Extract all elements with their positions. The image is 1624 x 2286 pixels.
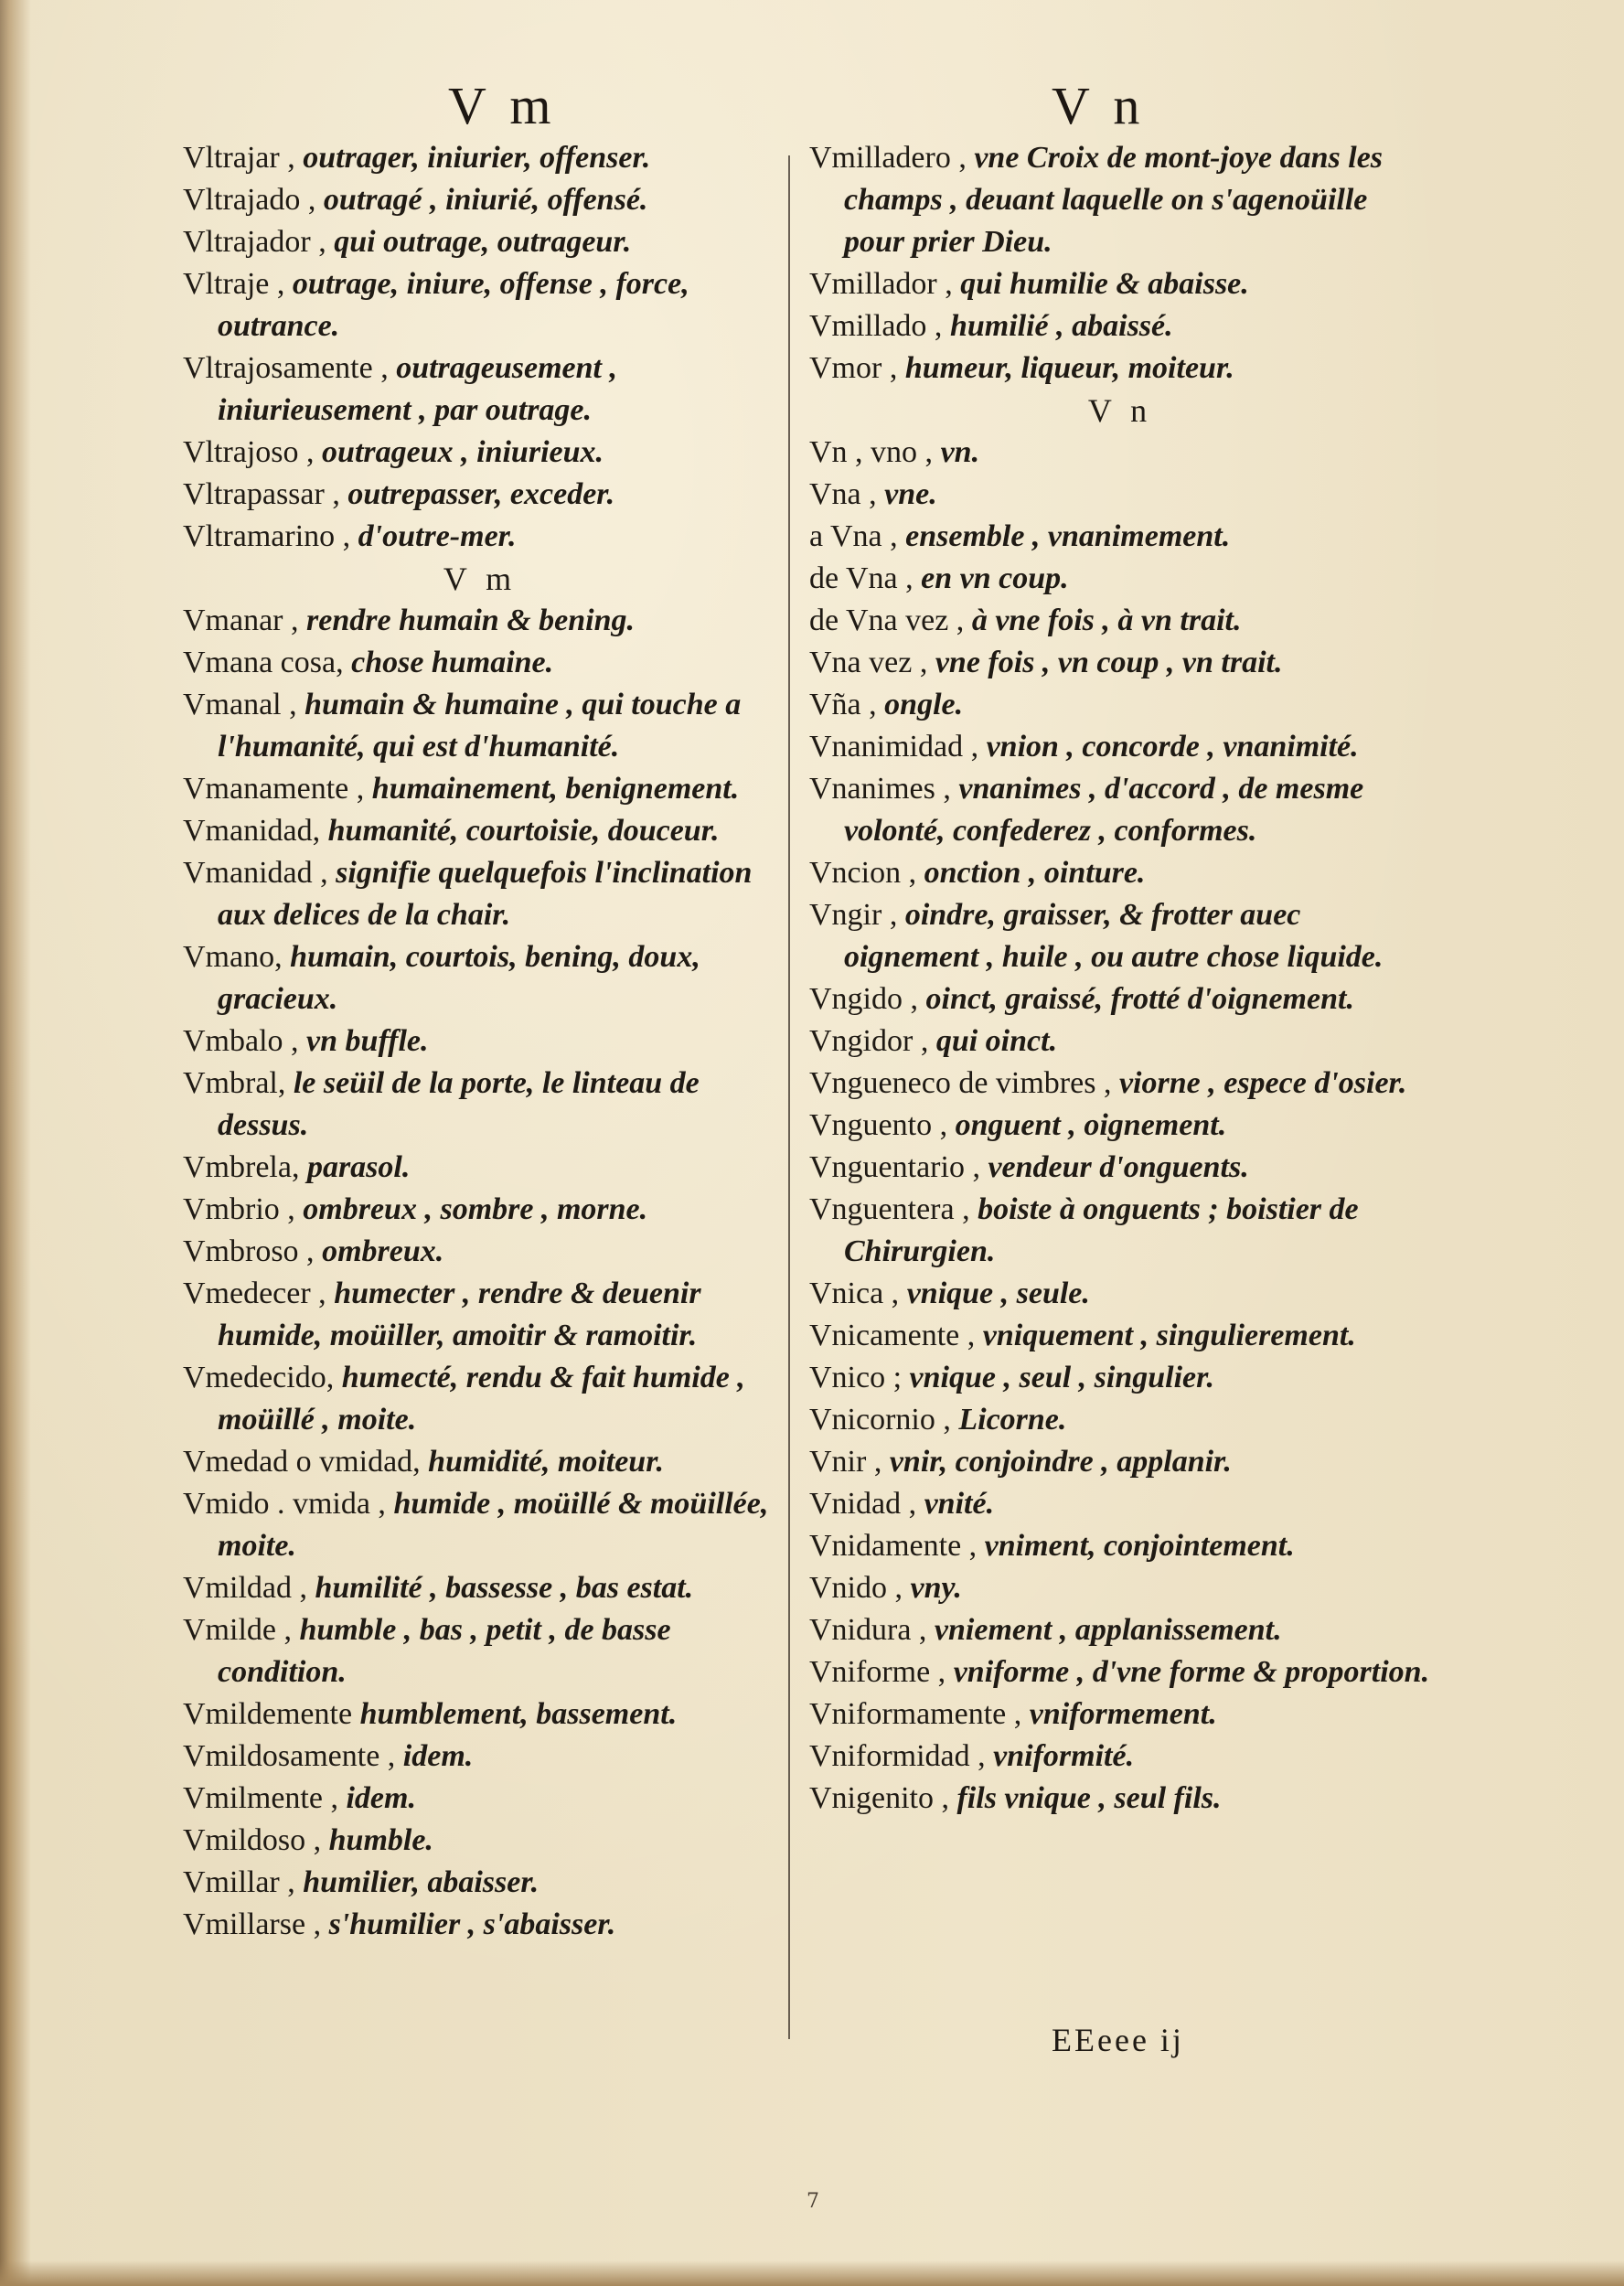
entry-headword: Vmanidad ,	[183, 856, 328, 890]
entry-headword: de Vna vez ,	[809, 604, 965, 637]
entry-headword: a Vna ,	[809, 519, 898, 553]
entry-definition: outrepasser, exceder.	[347, 477, 615, 511]
dictionary-entry	[183, 852, 777, 936]
entry-definition: vnion , concorde , vnanimité.	[986, 730, 1359, 764]
dictionary-entry	[183, 1063, 777, 1147]
dictionary-entry	[183, 347, 777, 432]
entry-definition: humainement, benignement.	[371, 772, 740, 806]
dictionary-entry	[183, 936, 777, 1020]
entry-definition: humilier, abaisser.	[303, 1865, 540, 1899]
section-heading: V m	[443, 561, 518, 597]
entry-headword: Vña ,	[809, 688, 877, 721]
dictionary-entry	[183, 1820, 777, 1862]
dictionary-entry	[183, 810, 777, 852]
entry-definition: vniforme , d'vne forme & proportion.	[953, 1655, 1430, 1689]
dictionary-entry	[809, 1105, 1431, 1147]
entry-headword: Vnanimes ,	[809, 772, 951, 806]
entry-definition: signifie quelquefois l'inclination aux delices de la chair.	[218, 856, 753, 932]
dictionary-entry	[809, 1399, 1431, 1441]
entry-headword: Vnicamente ,	[809, 1319, 976, 1352]
dictionary-entry	[183, 179, 777, 221]
section-heading: V n	[1087, 392, 1153, 429]
page-edge-shadow	[0, 2260, 1624, 2286]
entry-headword: Vniformamente ,	[809, 1697, 1022, 1731]
entry-headword: Vnidura ,	[809, 1613, 927, 1647]
entry-definition: humecter , rendre & deuenir humide, moüiller, amoitir & ramoitir.	[218, 1277, 701, 1352]
dictionary-entry	[183, 221, 777, 263]
entry-headword: Vngueneco de vimbres ,	[809, 1066, 1112, 1100]
entry-headword: Vnguento ,	[809, 1108, 948, 1142]
entry-headword: Vncion ,	[809, 856, 917, 890]
dictionary-entry	[809, 600, 1431, 642]
entry-definition: humeur, liqueur, moiteur.	[904, 351, 1234, 385]
entry-definition: vendeur d'onguents.	[988, 1150, 1249, 1184]
dictionary-entry	[183, 768, 777, 810]
dictionary-entry	[183, 1357, 777, 1441]
right-running-header: V n	[1052, 76, 1146, 135]
dictionary-entry	[809, 1609, 1431, 1651]
entry-headword: Vmanamente ,	[183, 772, 365, 806]
entry-headword: Vmbrela,	[183, 1150, 300, 1184]
entry-headword: Vltrajado ,	[183, 183, 316, 217]
entry-definition: humble , bas , petit , de basse condition.	[218, 1613, 671, 1689]
entry-definition: humain & humaine , qui touche a l'humanité, qui est d'humanité.	[218, 688, 742, 764]
entry-definition: vn.	[940, 435, 980, 469]
dictionary-entry	[809, 726, 1431, 768]
entry-headword: Vmillador ,	[809, 267, 953, 301]
entry-headword: Vnico ;	[809, 1361, 903, 1394]
dictionary-entry	[809, 347, 1431, 390]
dictionary-entry	[183, 474, 777, 516]
left-column	[183, 137, 777, 1946]
entry-headword: Vmido . vmida ,	[183, 1487, 386, 1521]
entry-definition: Licorne.	[958, 1403, 1067, 1437]
dictionary-entry	[183, 1609, 777, 1693]
dictionary-entry	[183, 263, 777, 347]
dictionary-entry	[183, 1778, 777, 1820]
entry-definition: vne Croix de mont-joye dans les champs , deuant laquelle on s'agenoüille pour prier Dieu.	[844, 141, 1384, 259]
dictionary-entry	[183, 1904, 777, 1946]
entry-definition: vnique , seule.	[906, 1277, 1090, 1310]
dictionary-entry	[809, 1020, 1431, 1063]
entry-definition: idem.	[346, 1781, 416, 1815]
entry-definition: ongle.	[884, 688, 964, 721]
entry-headword: Vmbalo ,	[183, 1024, 299, 1058]
entry-definition: vn buffle.	[306, 1024, 429, 1058]
dictionary-entry	[809, 1063, 1431, 1105]
entry-definition: idem.	[402, 1739, 474, 1773]
dictionary-entry	[183, 1736, 777, 1778]
entry-headword: Vltrajar ,	[183, 141, 295, 175]
entry-definition: vniment, conjointement.	[984, 1529, 1295, 1563]
entry-definition: humblement, bassement.	[359, 1697, 678, 1731]
entry-headword: Vna vez ,	[809, 646, 928, 679]
dictionary-entry	[809, 516, 1431, 558]
dictionary-entry	[183, 1693, 777, 1736]
entry-headword: Vltrajoso ,	[183, 435, 315, 469]
page-mark: 7	[807, 2190, 819, 2213]
entry-headword: Vnidad ,	[809, 1487, 917, 1521]
dictionary-entry	[809, 1315, 1431, 1357]
entry-definition: ensemble , vnanimement.	[905, 519, 1231, 553]
entry-headword: Vmillado ,	[809, 309, 943, 343]
entry-definition: onguent , oignement.	[955, 1108, 1227, 1142]
entry-headword: Vngido ,	[809, 982, 918, 1016]
column-divider	[788, 155, 790, 2039]
entry-definition: humain, courtois, bening, doux, gracieux.	[218, 940, 700, 1016]
dictionary-entry	[183, 1231, 777, 1273]
entry-definition: parasol.	[306, 1150, 411, 1184]
dictionary-entry	[809, 894, 1431, 978]
entry-definition: rendre humain & bening.	[306, 604, 635, 637]
dictionary-entry	[809, 1189, 1431, 1273]
entry-headword: Vmanal ,	[183, 688, 297, 721]
entry-definition: s'humilier , s'abaisser.	[328, 1907, 616, 1941]
entry-headword: Vmanidad,	[183, 814, 321, 848]
entry-headword: Vnidamente ,	[809, 1529, 978, 1563]
dictionary-entry	[183, 642, 777, 684]
dictionary-entry	[809, 1147, 1431, 1189]
dictionary-entry	[183, 600, 777, 642]
dictionary-entry	[809, 642, 1431, 684]
entry-headword: Vmilde ,	[183, 1613, 292, 1647]
dictionary-entry	[183, 1567, 777, 1609]
entry-headword: Vmbroso ,	[183, 1234, 315, 1268]
entry-definition: ombreux.	[322, 1234, 444, 1268]
entry-headword: Vltraje ,	[183, 267, 285, 301]
dictionary-entry	[809, 1693, 1431, 1736]
entry-headword: Vmedad o vmidad,	[183, 1445, 421, 1479]
entry-headword: Vmildoso ,	[183, 1823, 322, 1857]
entry-definition: vne.	[884, 477, 937, 511]
entry-definition: en vn coup.	[921, 561, 1069, 595]
entry-headword: Vmildosamente ,	[183, 1739, 396, 1773]
entry-headword: Vmillarse ,	[183, 1907, 322, 1941]
left-running-header: V m	[448, 76, 557, 135]
entry-headword: Vniformidad ,	[809, 1739, 986, 1773]
dictionary-entry	[809, 305, 1431, 347]
entry-headword: Vnicornio ,	[809, 1403, 951, 1437]
dictionary-entry	[809, 1441, 1431, 1483]
entry-headword: Vnigenito ,	[809, 1781, 949, 1815]
dictionary-entry	[809, 558, 1431, 600]
entry-headword: Vmbrio ,	[183, 1192, 295, 1226]
entry-definition: outrageusement , iniurieusement , par outrage.	[218, 351, 618, 427]
entry-headword: Vltramarino ,	[183, 519, 351, 553]
entry-definition: oinct, graissé, frotté d'oignement.	[925, 982, 1354, 1016]
entry-headword: Vnanimidad ,	[809, 730, 979, 764]
entry-headword: Vniforme ,	[809, 1655, 946, 1689]
entry-headword: Vnica ,	[809, 1277, 900, 1310]
entry-definition: vniquement , singulierement.	[982, 1319, 1356, 1352]
entry-definition: vne fois , vn coup , vn trait.	[935, 646, 1283, 679]
entry-definition: qui outrage, outrageur.	[334, 225, 632, 259]
right-column	[809, 137, 1431, 1820]
entry-headword: Vmilmente ,	[183, 1781, 338, 1815]
entry-definition: vnité.	[924, 1487, 995, 1521]
dictionary-entry	[809, 1483, 1431, 1525]
entry-definition: humide , moüillé & moüillée, moite.	[218, 1487, 769, 1563]
entry-definition: d'outre-mer.	[358, 519, 517, 553]
entry-headword: de Vna ,	[809, 561, 914, 595]
entry-headword: Vltrapassar ,	[183, 477, 340, 511]
dictionary-entry	[183, 1273, 777, 1357]
dictionary-entry	[809, 1525, 1431, 1567]
entry-headword: Vltrajosamente ,	[183, 351, 389, 385]
entry-headword: Vmor ,	[809, 351, 898, 385]
signature-mark: EEeee ij	[1052, 2022, 1184, 2058]
entry-definition: vnanimes , d'accord , de mesme volonté, confederez , conformes.	[844, 772, 1364, 848]
entry-headword: Vmanar ,	[183, 604, 299, 637]
entry-definition: outrage, iniure, offense , force, outrance.	[218, 267, 689, 343]
dictionary-entry	[809, 1651, 1431, 1693]
dictionary-entry	[183, 1441, 777, 1483]
dictionary-entry	[809, 768, 1431, 852]
entry-definition: onction , ointure.	[924, 856, 1146, 890]
entry-headword: Vmedecer ,	[183, 1277, 326, 1310]
entry-definition: qui humilie & abaisse.	[960, 267, 1249, 301]
entry-definition: humilité , bassesse , bas estat.	[315, 1571, 694, 1605]
entry-headword: Vmildad ,	[183, 1571, 307, 1605]
dictionary-entry	[809, 852, 1431, 894]
dictionary-entry	[183, 1189, 777, 1231]
entry-headword: Vna ,	[809, 477, 877, 511]
entry-definition: vniformement.	[1029, 1697, 1217, 1731]
dictionary-entry	[809, 137, 1431, 263]
entry-definition: le seüil de la porte, le linteau de dessus.	[218, 1066, 700, 1142]
entry-headword: Vn , vno ,	[809, 435, 934, 469]
dictionary-entry	[183, 1483, 777, 1567]
dictionary-entry	[809, 474, 1431, 516]
entry-definition: à vne fois , à vn trait.	[971, 604, 1242, 637]
entry-headword: Vmano,	[183, 940, 283, 974]
dictionary-entry	[183, 1147, 777, 1189]
entry-definition: qui oinct.	[935, 1024, 1058, 1058]
entry-definition: chose humaine.	[351, 646, 554, 679]
entry-definition: humecté, rendu & fait humide , moüillé , moite.	[218, 1361, 745, 1437]
entry-definition: humidité, moiteur.	[428, 1445, 665, 1479]
dictionary-entry	[809, 1357, 1431, 1399]
entry-definition: oindre, graisser, & frotter auec oignement , huile , ou autre chose liquide.	[844, 898, 1384, 974]
entry-headword: Vmana cosa,	[183, 646, 344, 679]
entry-definition: humanité, courtoisie, douceur.	[327, 814, 720, 848]
dictionary-entry	[809, 432, 1431, 474]
entry-definition: vniement , applanissement.	[934, 1613, 1282, 1647]
dictionary-entry	[809, 1736, 1431, 1778]
entry-definition: vnique , seul , singulier.	[909, 1361, 1215, 1394]
entry-definition: ombreux , sombre , morne.	[303, 1192, 648, 1226]
entry-definition: humilié , abaissé.	[949, 309, 1173, 343]
entry-definition: viorne , espece d'osier.	[1118, 1066, 1407, 1100]
entry-definition: humble.	[328, 1823, 433, 1857]
dictionary-entry	[809, 1567, 1431, 1609]
dictionary-entry	[809, 263, 1431, 305]
entry-definition: fils vnique , seul fils.	[956, 1781, 1222, 1815]
dictionary-entry	[183, 1862, 777, 1904]
entry-headword: Vmilladero ,	[809, 141, 967, 175]
dictionary-entry	[183, 432, 777, 474]
entry-headword: Vltrajador ,	[183, 225, 326, 259]
dictionary-entry	[809, 684, 1431, 726]
entry-definition: boiste à onguents ; boistier de Chirurgien.	[844, 1192, 1359, 1268]
entry-headword: Vmillar ,	[183, 1865, 295, 1899]
dictionary-entry	[183, 137, 777, 179]
entry-headword: Vngir ,	[809, 898, 898, 932]
dictionary-entry	[809, 1273, 1431, 1315]
entry-headword: Vngidor ,	[809, 1024, 929, 1058]
entry-headword: Vmbral,	[183, 1066, 286, 1100]
entry-headword: Vnir ,	[809, 1445, 882, 1479]
dictionary-entry	[183, 1020, 777, 1063]
entry-headword: Vnguentera ,	[809, 1192, 970, 1226]
entry-definition: outrageux , iniurieux.	[322, 435, 604, 469]
entry-definition: outrager, iniurier, offenser.	[303, 141, 651, 175]
entry-definition: vny.	[910, 1571, 962, 1605]
entry-headword: Vmildemente	[183, 1697, 353, 1731]
entry-definition: outragé , iniurié, offensé.	[323, 183, 648, 217]
dictionary-entry	[183, 684, 777, 768]
entry-headword: Vnido ,	[809, 1571, 903, 1605]
dictionary-entry	[809, 978, 1431, 1020]
entry-definition: vniformité.	[993, 1739, 1135, 1773]
entry-definition: vnir, conjoindre , applanir.	[889, 1445, 1232, 1479]
dictionary-entry	[183, 516, 777, 558]
entry-headword: Vmedecido,	[183, 1361, 335, 1394]
dictionary-entry	[809, 1778, 1431, 1820]
entry-headword: Vnguentario ,	[809, 1150, 980, 1184]
